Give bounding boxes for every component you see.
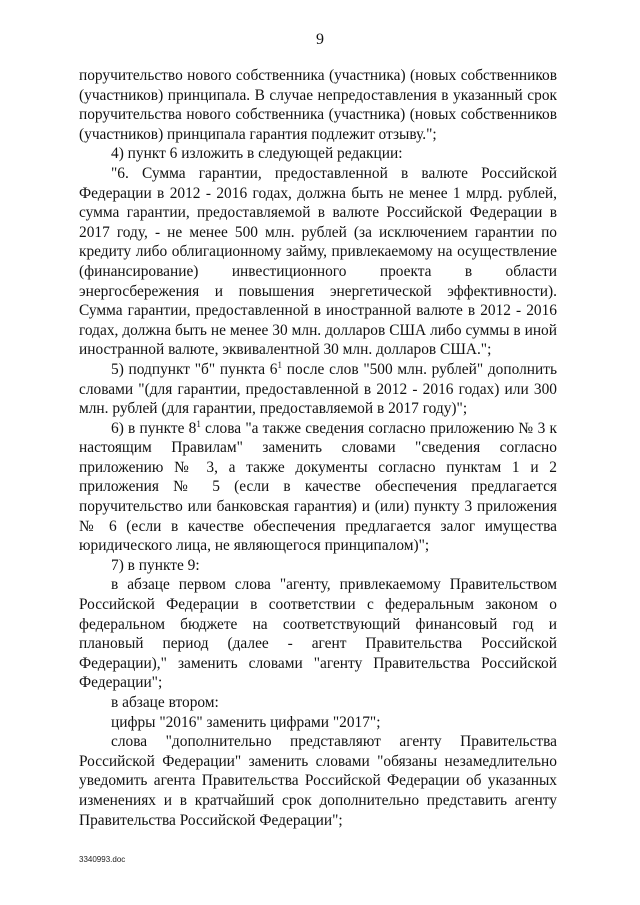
paragraph-digits-replace: цифры "2016" заменить цифрами "2017"; [111,713,381,731]
paragraph-first-abzats: в абзаце первом слова "агенту, привлекаемому Правительством Российской Федерации в соответствии с федеральным законом о федеральном бюджете на соответствующий финансовый год и плановый период (далее - агент Правительства Российской Федерации)," заменить словами "агенту Правительства Российской Федерации"; [79,576,557,692]
page-number: 9 [316,31,324,48]
paragraph-item-7: 7) в пункте 9: [111,556,200,574]
superscript-1: 1 [277,359,282,370]
paragraph-item-5 [79,360,557,419]
paragraph-words-replace: слова "дополнительно представляют агенту Правительства Российской Федерации" заменить словами "обязаны незамедлительно уведомить агента Правительства Российской Федерации об указанных изменениях и в кратчайший срок дополнительно представить агенту Правительства Российской Федерации"; [79,733,557,829]
paragraph-item-5-start: 5) подпункт "б" пункта 6 [111,360,278,378]
paragraph-item-5-end: после слов "500 млн. рублей" дополнить словами "(для гарантии, предоставленной в 2012 - 2016 годах) или 300 млн. рублей (для гарантии, предоставляемой в 2017 году)"; [79,360,557,418]
footer-filename: 3340993.doc [79,855,126,864]
paragraph-item-6-end: слова "а также сведения согласно приложению № 3 к настоящим Правилам" заменить словами "сведения согласно приложению № 3, а также документы согласно пунктам 1 и 2 приложения № 5 (если в качестве обеспечения предлагается поручительство или банковская гарантия) и (или) пункту 3 приложения № 6 (если в качестве обеспечения предлагается залог имущества юридического лица, не являющегося принципалом)"; [79,419,557,555]
paragraph-point-6-text: "6. Сумма гарантии, предоставленной в валюте Российской Федерации в 2012 - 2016 годах, должна быть не менее 1 млрд. рублей, сумма гарантии, предоставляемой в валюте Российской Федерации в 2017 году, - не менее 500 млн. рублей (за исключением гарантии по кредиту либо облигационному займу, привлекаемому на осуществление (финансирование) инвестиционного проекта в области энергосбережения и повышения энергетической эффективности). Сумма гарантии, предоставленной в иностранной валюте в 2012 - 2016 годах, должна быть не менее 30 млн. долларов США либо суммы в иной иностранной валюте, эквивалентной 30 млн. долларов США."; [79,164,557,359]
paragraph-item-6 [79,419,557,556]
paragraph-second-abzats: в абзаце втором: [111,694,219,711]
document-body [79,66,557,830]
paragraph-item-4: 4) пункт 6 изложить в следующей редакции: [111,145,403,163]
paragraph-item-6-start: 6) в пункте 8 [111,419,197,437]
paragraph-continuation: поручительство нового собственника (участника) (новых собственников (участников) принципала. В случае непредоставления в указанный срок поручительства нового собственника (участника) (новых собственников (участников) принципала гарантия подлежит отзыву."; [79,67,557,143]
superscript-1: 1 [196,418,201,429]
